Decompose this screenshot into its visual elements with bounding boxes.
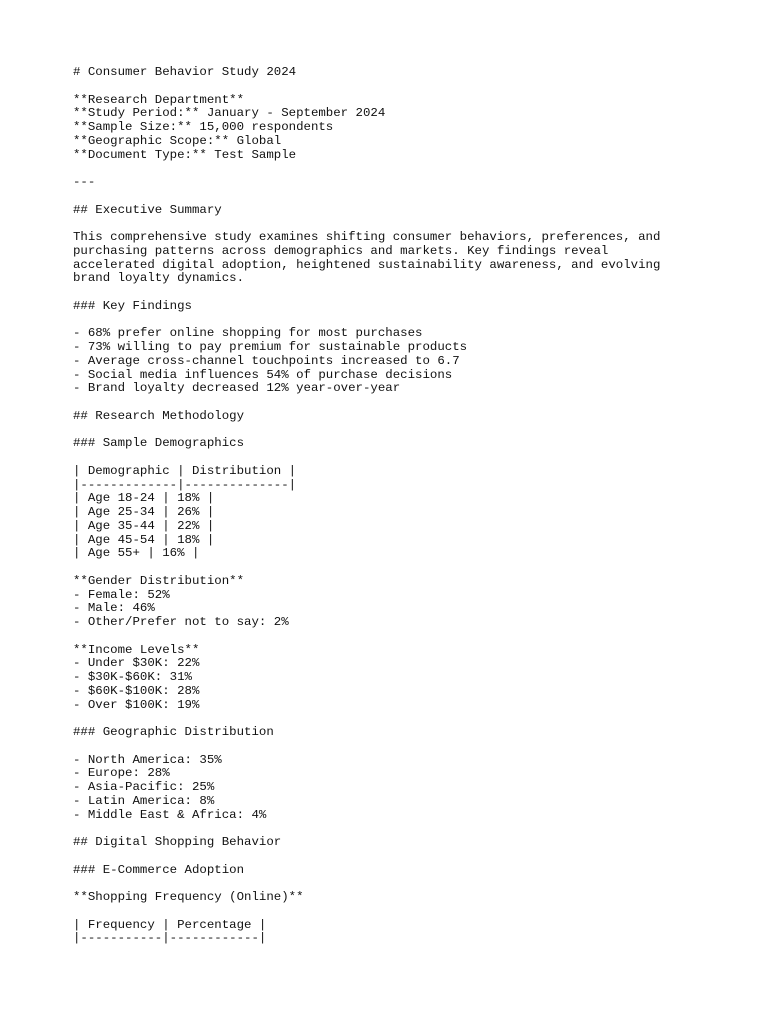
list-item: - Other/Prefer not to say: 2% xyxy=(73,615,289,629)
blank-line xyxy=(73,561,733,575)
list-item: - Social media influences 54% of purchase decisions xyxy=(73,367,453,382)
list-item: - $30K-$60K: 31% xyxy=(73,670,192,684)
list-item: - Under $30K: 22% xyxy=(73,656,200,671)
subsection-heading: ### Key Findings xyxy=(73,298,192,313)
markdown-document xyxy=(73,66,733,946)
table-row: |-------------|--------------| xyxy=(73,477,297,492)
bold-label-line: **Study Period:** January - September 2024 xyxy=(73,106,386,121)
list-item: - Average cross-channel touchpoints increased to 6.7 xyxy=(73,353,460,368)
list-item: - Brand loyalty decreased 12% year-over-year xyxy=(73,381,401,396)
blank-line xyxy=(73,286,733,300)
blank-line xyxy=(73,162,733,176)
table-row: | Age 18-24 | 18% | xyxy=(73,491,215,506)
list-item: - Europe: 28% xyxy=(73,766,170,781)
blank-line xyxy=(73,396,733,410)
blank-line xyxy=(73,314,733,328)
blank-line xyxy=(73,424,733,438)
paragraph-line: brand loyalty dynamics. xyxy=(73,271,245,286)
table-row: | Demographic | Distribution | xyxy=(73,463,297,478)
table-row: |-----------|------------| xyxy=(73,931,267,946)
list-item: - Asia-Pacific: 25% xyxy=(73,780,215,794)
blank-line xyxy=(73,451,733,465)
list-item: - Middle East & Africa: 4% xyxy=(73,807,267,822)
list-item: - $60K-$100K: 28% xyxy=(73,683,200,698)
bold-label-line: **Geographic Scope:** Global xyxy=(73,133,282,148)
section-heading: ## Executive Summary xyxy=(73,202,222,217)
horizontal-rule: --- xyxy=(73,175,96,189)
bold-label-line: **Research Department** xyxy=(73,92,245,107)
bold-label-line: **Document Type:** Test Sample xyxy=(73,147,297,162)
bold-label-line: **Sample Size:** 15,000 respondents xyxy=(73,120,334,134)
subsection-heading: ### E-Commerce Adoption xyxy=(73,862,245,877)
table-row: | Age 55+ | 16% | xyxy=(73,546,200,561)
paragraph-line: accelerated digital adoption, heightened sustainability awareness, and evolving xyxy=(73,257,661,272)
bold-label-line: **Income Levels** xyxy=(73,642,200,657)
blank-line xyxy=(73,217,733,231)
blank-line xyxy=(73,850,733,864)
bold-label-line: **Gender Distribution** xyxy=(73,573,245,588)
blank-line xyxy=(73,905,733,919)
list-item: - 73% willing to pay premium for sustainable products xyxy=(73,340,468,354)
blank-line xyxy=(73,630,733,644)
list-item: - Latin America: 8% xyxy=(73,793,215,808)
subsection-heading: ### Geographic Distribution xyxy=(73,725,274,739)
list-item: - 68% prefer online shopping for most purchases xyxy=(73,326,423,341)
blank-line xyxy=(73,190,733,204)
blank-line xyxy=(73,80,733,94)
list-item: - Male: 46% xyxy=(73,601,155,616)
subsection-heading: ### Sample Demographics xyxy=(73,436,245,451)
paragraph-line: purchasing patterns across demographics and markets. Key findings reveal xyxy=(73,243,609,258)
table-row: | Age 45-54 | 18% | xyxy=(73,532,215,547)
section-heading: ## Research Methodology xyxy=(73,408,245,423)
blank-line xyxy=(73,822,733,836)
bold-label-line: **Shopping Frequency (Online)** xyxy=(73,890,304,904)
blank-line xyxy=(73,877,733,891)
table-row: | Age 35-44 | 22% | xyxy=(73,518,215,533)
list-item: - Female: 52% xyxy=(73,587,170,602)
paragraph-line: This comprehensive study examines shifting consumer behaviors, preferences, and xyxy=(73,230,661,244)
document-title: # Consumer Behavior Study 2024 xyxy=(73,65,297,79)
table-row: | Age 25-34 | 26% | xyxy=(73,505,215,519)
blank-line xyxy=(73,712,733,726)
list-item: - Over $100K: 19% xyxy=(73,697,200,712)
list-item: - North America: 35% xyxy=(73,752,222,767)
blank-line xyxy=(73,740,733,754)
table-row: | Frequency | Percentage | xyxy=(73,917,267,932)
section-heading: ## Digital Shopping Behavior xyxy=(73,835,282,849)
